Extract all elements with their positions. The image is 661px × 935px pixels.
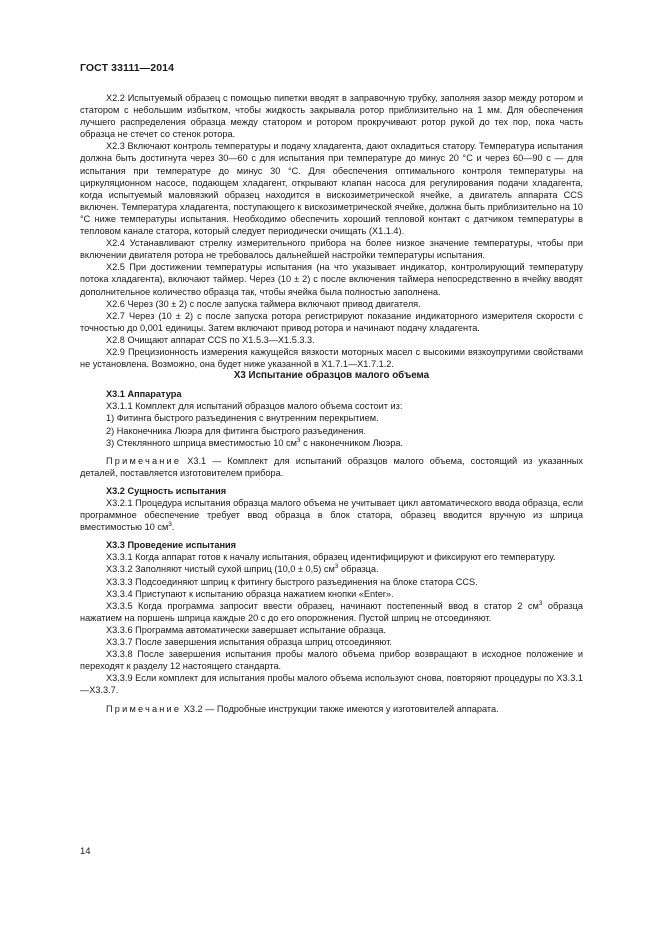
paragraph-x3-3-6: X3.3.6 Программа автоматически завершает испытание образца.	[106, 624, 386, 635]
paragraph-text: образца нажатием на поршень шприца каждые 20 с до его опорожнения. Пустой шприц не отсоединяют.	[80, 600, 584, 623]
superscript: 3	[538, 599, 543, 607]
paragraph-x2-2: X2.2 Испытуемый образец с помощью пипетки вводят в заправочную трубку, заполняя зазор между ротором и статором с небольшим избытком, чтобы жидкость закрывала ротор приблизительно на 1 мм. Для обеспечения лучшего распределения образца между статором и ротором прокручивают ротор рукой до тех пор, пока часть образца не стечет со стенок ротора.	[80, 93, 583, 140]
paragraph-x3-3-9: X3.3.9 Если комплект для испытания пробы малого объема используют снова, повторяют процедуры по X3.3.1—X3.3.7.	[80, 673, 583, 696]
paragraph-x3-3-3: X3.3.3 Подсоединяют шприц к фитингу быстрого разъединения на блоке статора CCS.	[106, 576, 478, 587]
document-code-header: ГОСТ 33111—2014	[80, 62, 175, 74]
superscript: 3	[168, 521, 172, 529]
paragraph-x2-7: X2.7 Через (10 ± 2) с после запуска ротора регистрируют показание индикаторного измерителя скорости с точностью до 0,001 единицы. Затем включают привод ротора и начинают подачу хладагента.	[80, 310, 583, 333]
section-title-x3: X3 Испытание образцов малого объема	[233, 370, 430, 382]
paragraph-x2-8: X2.8 Очищают аппарат CCS по X1.5.3—X1.5.3.3.	[106, 334, 315, 345]
superscript: 3	[334, 563, 339, 571]
superscript: 3	[296, 436, 301, 444]
note-x3-1	[80, 455, 583, 479]
paragraph-x2-9: X2.9 Прецизионность измерения кажущейся вязкости моторных масел с высокими вязкоупругими свойствами не установлена. Возможно, она будет нижe указанной в X1.7.1—X1.7.1.2.	[80, 346, 583, 370]
paragraph-x3-1-1: X3.1.1 Комплект для испытаний образцов малого объема состоит из:	[106, 401, 403, 412]
paragraph-x2-6: X2.6 Через (30 ± 2) с после запуска таймера включают привод двигателя.	[106, 298, 421, 309]
list-item	[80, 437, 583, 449]
list-item: 1) Фитинга быстрого разъединения с внутренним перекрытием.	[106, 413, 379, 424]
note-x3-2	[80, 703, 583, 715]
paragraph-x3-3-5	[80, 600, 583, 624]
paragraph-x2-4: X2.4 Устанавливают стрелку измерительного прибора на более низкое значение температуры, чтобы при включении двигателя ротора не требовалось дальнейшей настройки температуры испытания.	[80, 238, 583, 261]
subheading-apparatus: X3.1 Аппаратура	[106, 389, 182, 400]
paragraph-text: X3.3.5 Когда программа запросит ввести образец, начинают постепенный ввод в статор 2 см	[106, 600, 539, 611]
note-label: Примечание	[106, 703, 182, 714]
note-label: Примечание	[106, 455, 182, 466]
paragraph-x3-3-2	[80, 563, 583, 575]
paragraph-text: X3.3.2 Заполняют чистый сухой шприц (10,0 ± 0,5) см	[106, 564, 335, 575]
paragraph-x3-3-7: X3.3.7 После завершения испытания образца шприц отсоединяют.	[106, 637, 392, 648]
paragraph-x3-3-8: X3.3.8 После завершения испытания пробы малого объема прибор возвращают в исходное положение и переходят к разделу 12 настоящего стандарта.	[80, 649, 583, 672]
list-item-text: с наконечником Люэра.	[300, 437, 403, 448]
paragraph-text: X3.2.1 Процедура испытания образца малого объема не учитывает цикл автоматического ввода образца, если программное обеспечение требует ввод образца в блок статора, образец вводится вручную из шприца вместимостью 10 см	[80, 498, 583, 533]
paragraph-text: образца.	[338, 564, 379, 575]
page-number: 14	[80, 846, 91, 857]
paragraph-text: .	[171, 522, 175, 533]
paragraph-x3-3-1: X3.3.1 Когда аппарат готов к началу испытания, образец идентифицируют и фиксируют его температуру.	[106, 552, 556, 563]
list-item-text: 3) Стеклянного шприца вместимостью 10 см	[106, 437, 297, 448]
paragraph-x3-2-1	[80, 497, 583, 533]
paragraph-x3-3-4: X3.3.4 Приступают к испытанию образца нажатием кнопки «Enter».	[106, 588, 394, 599]
paragraph-x2-5: X2.5 При достижении температуры испытания (на что указывает индикатор, контролирующий температуру потока хладагента), включают таймер. Через (10 ± 2) с после включения таймера непосредственно в ячейку вводят дополнительное количество образца так, чтобы ячейка была полностью заполнена.	[80, 262, 583, 297]
list-item: 2) Наконечника Люэра для фитинга быстрого разъединения.	[106, 425, 366, 436]
paragraph-x2-3: X2.3 Включают контроль температуры и подачу хладагента, дают охладиться статору. Температура испытания должна быть достигнута через 30—60 с для испытания при температуре до минус 20 °C и через 60—90 с — для испытания при температуре до минус 30 °C. Для обеспечения оптимального контроля температуры на циркуляционном насосе, подающем хладагент, открывают клапан насоса для регулирования подачи хладагента, когда испытуемый маловязкий образец находится в вискозиметрической ячейке, а двигатель аппарата CCS включен. Температура хладагента, поступающего к вискозиметрической ячейке, должна быть приблизительно на 10 °C ниже температуры испытания. Необходимо обеспечить хороший тепловой контакт с датчиком температуры в тепловом канале статора, который следует периодически очищать (X1.1.4).	[80, 141, 583, 237]
document-body	[80, 92, 583, 715]
subheading-procedure: X3.3 Проведение испытания	[106, 540, 237, 551]
subheading-essence: X3.2 Сущность испытания	[106, 485, 227, 496]
note-text: X3.1 — Комплект для испытаний образцов малого объема, состоящий из указанных деталей, поставляется изготовителем прибора.	[80, 455, 583, 478]
note-text: X3.2 — Подробные инструкции также имеются у изготовителей аппарата.	[181, 703, 499, 714]
